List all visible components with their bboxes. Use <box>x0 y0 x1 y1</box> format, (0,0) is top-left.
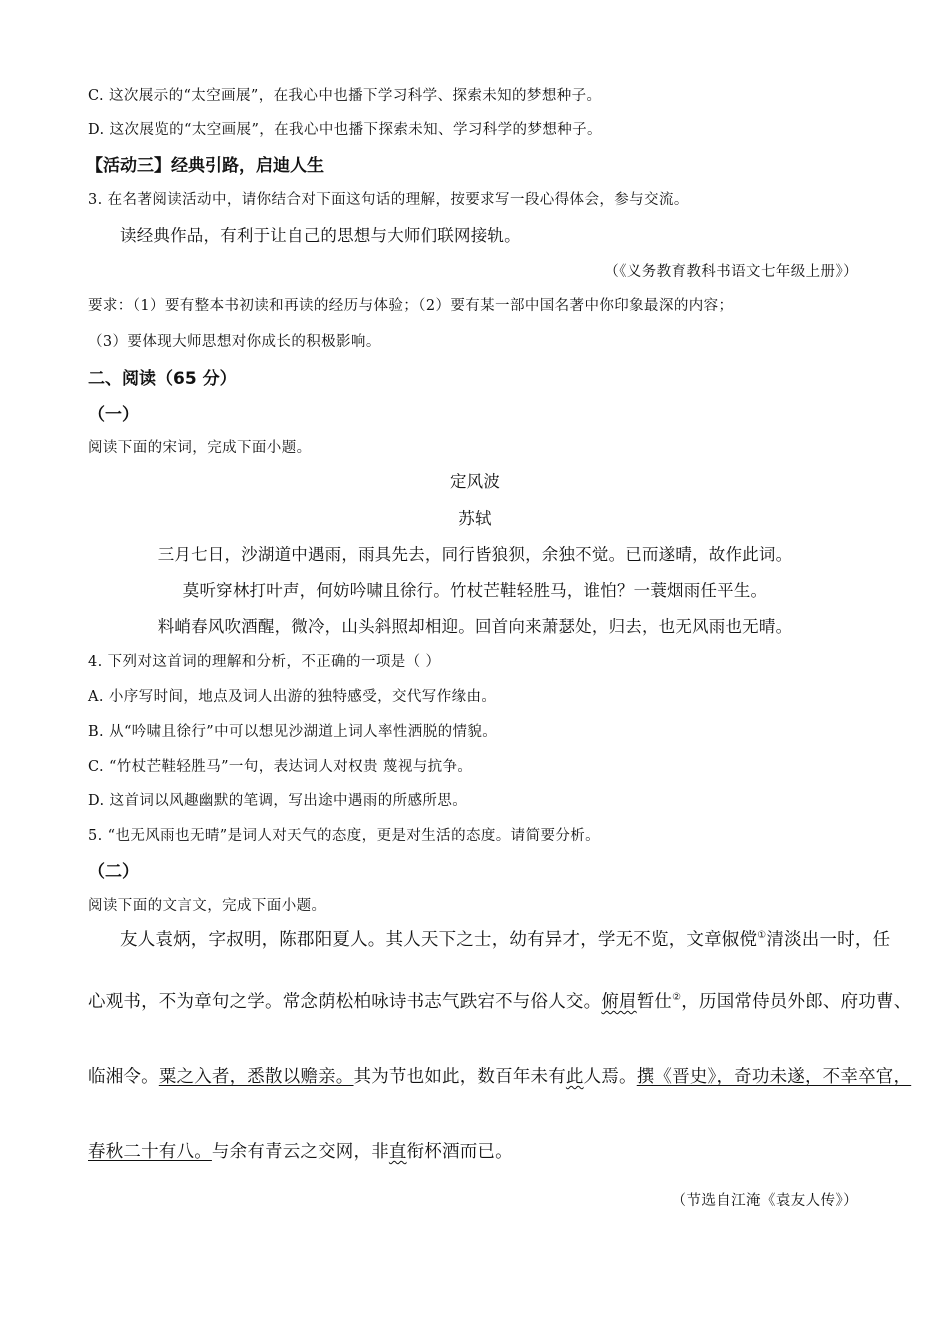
wavy-underlined-word: 俯眉 <box>601 992 637 1012</box>
underlined-sentence: 春秋二十有八。 <box>88 1142 212 1162</box>
section2-heading: 二、阅读（65 分） <box>88 369 237 389</box>
q3-quote: 读经典作品，有利于让自己的思想与大师们联网接轨。 <box>120 226 521 245</box>
wavy-underlined-word: 直 <box>388 1142 407 1162</box>
q4-option-c: C. “竹杖芒鞋轻胜马”一句，表达词人对权贵 蔑视与抗争。 <box>88 759 473 775</box>
poem-title: 定风波 <box>449 472 501 491</box>
passage-source: （节选自江淹《袁友人传》） <box>671 1193 858 1209</box>
q4-option-b: B. 从“吟啸且徐行”中可以想见沙湖道上词人率性洒脱的情貌。 <box>88 724 498 740</box>
passage-text: 人焉。 <box>583 1067 637 1087</box>
poem-line-1: 莫听穿林打叶声，何妨吟啸且徐行。竹杖芒鞋轻胜马，谁怕？一蓑烟雨任平生。 <box>182 581 768 600</box>
part2-label: （二） <box>88 862 139 882</box>
wavy-underlined-word: 此 <box>565 1067 584 1087</box>
q3-requirement-2: （3）要体现大师思想对你成长的积极影响。 <box>88 334 381 350</box>
q4-option-d: D. 这首词以风趣幽默的笔调，写出途中遇雨的所感所思。 <box>88 793 468 809</box>
poem-preface: 三月七日，沙湖道中遇雨，雨具先去，同行皆狼狈，余独不觉。已而遂晴，故作此词。 <box>157 545 793 564</box>
passage-text: 清淡出一时，任 <box>766 930 891 950</box>
passage-text: 心观书，不为章句之学。常念荫松柏咏诗书志气跌宕不与俗人交。 <box>88 992 602 1012</box>
underlined-sentence: 撰《晋史》，奇功未遂，不幸卒官， <box>636 1067 912 1087</box>
poem-author: 苏轼 <box>458 509 492 528</box>
passage-text: 衔杯酒而已。 <box>406 1142 513 1162</box>
passage-text: 友人袁炳，字叔明，陈郡阳夏人。其人天下之士，幼有异才，学无不览，文章俶傥 <box>120 930 758 950</box>
footnote-marker-2: ② <box>672 992 682 1004</box>
passage-line-2 <box>88 988 911 1013</box>
passage-line-3 <box>88 1063 911 1088</box>
underlined-sentence: 粟之入者，悉散以赡亲。 <box>158 1067 354 1087</box>
poem-line-2: 料峭春风吹酒醒，微冷，山头斜照却相迎。回首向来萧瑟处，归去，也无风雨也无晴。 <box>157 617 793 636</box>
q5-stem: 5. “也无风雨也无晴”是词人对天气的态度，更是对生活的态度。请简要分析。 <box>88 828 601 844</box>
part2-intro: 阅读下面的文言文，完成下面小题。 <box>88 898 327 914</box>
q4-option-a: A. 小序写时间，地点及词人出游的独特感受，交代写作缘由。 <box>88 689 497 705</box>
passage-text: 与余有青云之交网，非 <box>211 1142 389 1162</box>
q3-requirement-1: 要求：（1）要有整本书初读和再读的经历与体验；（2）要有某一部中国名著中你印象最深的内容； <box>88 298 734 314</box>
q2-option-c: C. 这次展示的“太空画展”，在我心中也播下学习科学、探索未知的梦想种子。 <box>88 88 602 104</box>
quote-source: （《义务教育教科书语文七年级上册》） <box>604 264 858 280</box>
activity3-title: 【活动三】经典引路，启迪人生 <box>86 156 324 176</box>
part1-intro: 阅读下面的宋词，完成下面小题。 <box>88 440 312 456</box>
q4-stem: 4. 下列对这首词的理解和分析，不正确的一项是（ ） <box>88 654 441 670</box>
footnote-marker-1: ① <box>757 930 767 942</box>
passage-line-1 <box>120 926 890 951</box>
passage-text: 暂仕 <box>636 992 673 1012</box>
passage-text: ，历国常侍员外郎、府功曹、 <box>681 992 912 1012</box>
q2-option-d: D. 这次展览的“太空画展”，在我心中也播下探索未知、学习科学的梦想种子。 <box>88 122 602 138</box>
passage-text: 其为节也如此，数百年未有 <box>353 1067 566 1087</box>
passage-text: 临湘令。 <box>88 1067 159 1087</box>
q3-prompt: 3. 在名著阅读活动中，请你结合对下面这句话的理解，按要求写一段心得体会，参与交流。 <box>88 192 689 208</box>
part1-label: （一） <box>88 405 139 425</box>
passage-line-4 <box>88 1138 513 1163</box>
